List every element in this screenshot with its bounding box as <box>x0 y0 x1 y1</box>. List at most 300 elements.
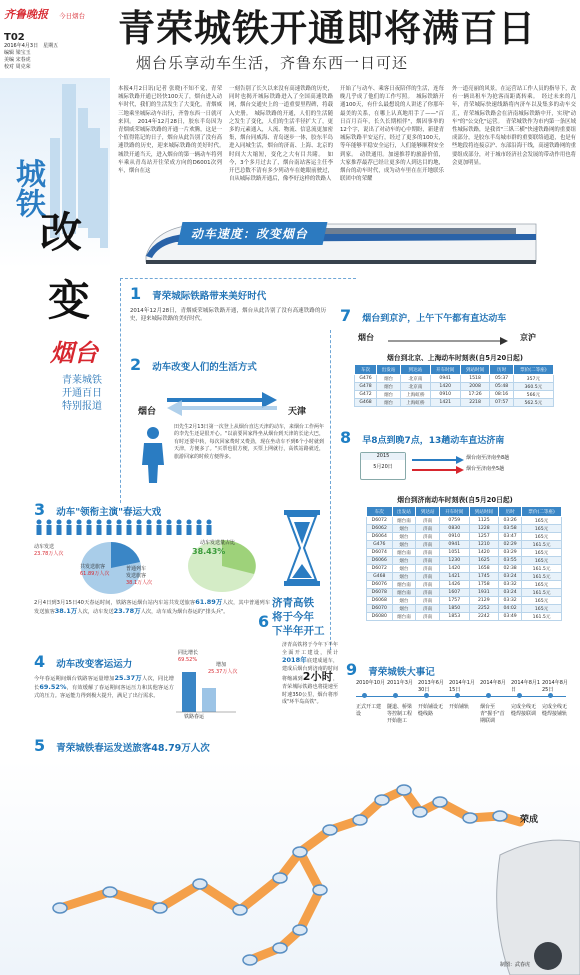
table-cell: 烟台 <box>392 597 416 605</box>
table-cell: 烟台 <box>392 557 416 565</box>
col-header: 出发站 <box>377 365 401 375</box>
calendar-year: 2015 <box>361 453 405 460</box>
timeline-dot <box>424 693 429 698</box>
table-cell: G468 <box>355 399 377 407</box>
col-header: 车次 <box>355 365 377 375</box>
s4-text-c: ，有效缓解了春运期间客运压力和其他客运方式的压力。客运能力得到极大提升，满足了出行需求。 <box>34 685 174 699</box>
table-cell: 烟台 <box>392 565 416 573</box>
table-cell: 1518 <box>460 375 490 383</box>
timeline-date: 2014年8月1日 <box>511 680 541 693</box>
table-cell: D6070 <box>367 605 393 613</box>
section-1-number: 1 <box>130 284 142 303</box>
table-cell: 1420 <box>430 383 460 391</box>
table-cell: 357元 <box>513 375 553 383</box>
timeline-dot <box>362 693 367 698</box>
table-cell: 1420 <box>469 549 499 557</box>
table-cell: 0759 <box>440 517 470 525</box>
person-icon-body <box>97 525 102 535</box>
table-cell: 2008 <box>460 383 490 391</box>
table-cell: 烟台 <box>392 573 416 581</box>
special-line-2: 开通百日 <box>62 388 102 399</box>
route-yantai-jinghu <box>352 330 552 350</box>
table-cell: 济南 <box>416 613 440 621</box>
s3-text-a: 2月4日到3月15日40天春运时间，铁路客运烟台站内车站共发送旅客 <box>34 600 196 606</box>
table-cell: 烟台南 <box>392 517 416 525</box>
table-cell: 北京南 <box>401 383 431 391</box>
s6-title-line-2: 将于今年 <box>272 611 314 623</box>
growth-tag-value: 69.52% <box>178 657 198 663</box>
table-cell: D6074 <box>367 549 393 557</box>
person-icon <box>207 520 212 525</box>
table-cell: 烟台 <box>377 391 401 399</box>
vertical-word-3: 变 <box>48 276 91 325</box>
s6-value-2: 2小时 <box>302 670 333 684</box>
s3-value-3: 23.78万 <box>113 607 141 615</box>
person-icon-body <box>87 525 92 535</box>
timeline-date: 2014年1月15日 <box>449 680 475 693</box>
table-cell: 03:24 <box>499 589 522 597</box>
person-icon <box>117 520 122 525</box>
table-cell: 1421 <box>440 573 470 581</box>
table-cell: 上海虹桥 <box>401 391 431 399</box>
table-cell: 1745 <box>469 573 499 581</box>
banner-label: 动车速度：改变烟台 <box>178 222 328 245</box>
people-row-illustration <box>34 518 214 536</box>
section-7-number: 7 <box>340 306 352 325</box>
vertical-word-2: 改 <box>40 208 83 257</box>
section-9 <box>346 660 566 679</box>
route-to: 天津 <box>288 407 307 417</box>
map-credit: 制图：武春虎 <box>500 962 531 968</box>
designer-credit: 美编 宋春虎 <box>4 57 31 63</box>
person-icon-body <box>37 525 42 535</box>
table-jinan <box>366 506 562 621</box>
route-yantai-tianjin <box>128 378 333 420</box>
share-label: 动车发送量占比 <box>200 540 236 546</box>
intro-col-2: 一刻告别了长久以来没有高速铁路的历史，同时也揭开城际铁路进入了全国高速铁路网，烟台交通史上的一道重要里程碑，将载入史册。 城际铁路的开通，人们的生活随之发生了变化，人们的生活半径扩大了，更多的元素通入，人流、物流、信息流更加密集，烟台同威海、青岛逐步一体，胶东半岛进入同城生活，烟台的济南、上海、北京的时间大大缩短，变化之大有目共睹。 如今，3个多月过去了，烟台南站客运主任李开巴总数不清有多少列动车在她眼前驶过，自从城际铁路开通后，像李好这样的铁路人 <box>229 86 333 183</box>
person-icon <box>77 520 82 525</box>
table-cell: 566元 <box>513 391 553 399</box>
table-cell: 165元 <box>522 605 562 613</box>
person-icon <box>87 520 92 525</box>
table-row <box>355 383 554 391</box>
person-icon-body <box>197 525 202 535</box>
table-7-title: 烟台到北京、上海动车时刻表(自5月20日起) <box>387 354 523 362</box>
table-cell: D6080 <box>367 613 393 621</box>
section-6-text <box>282 642 338 707</box>
person-icon-body <box>177 525 182 535</box>
newspaper-logo: 齐鲁晚报 <box>4 8 48 21</box>
route-7-to: 京沪 <box>520 333 536 342</box>
special-report-label <box>54 374 110 413</box>
section-3-title: 动车"领衔主演"春运大戏 <box>56 507 162 518</box>
section-4-title: 动车改变客运运力 <box>56 659 133 670</box>
table-cell: 烟台南 <box>392 581 416 589</box>
s3-value-2: 38.1万 <box>54 607 78 615</box>
route-7-from: 烟台 <box>358 333 374 342</box>
route-8-note-2: 烟台至济南坐5趟 <box>466 466 505 472</box>
table-cell: 03:55 <box>499 557 522 565</box>
section-3 <box>34 500 274 519</box>
table-cell: 2218 <box>460 399 490 407</box>
col-header: 到站时间 <box>469 507 499 517</box>
table-cell: D6072 <box>367 517 393 525</box>
s4-value-2: 69.52% <box>39 683 67 691</box>
person-icon-body <box>47 525 52 535</box>
passenger-icon <box>138 425 168 485</box>
section-3-number: 3 <box>34 500 46 519</box>
table-cell: 161.5元 <box>522 573 562 581</box>
person-icon-body <box>167 525 172 535</box>
table-cell: 1228 <box>469 525 499 533</box>
timeline-event: 完成全线无缝焊接联调 <box>511 704 537 717</box>
timeline-dot <box>393 693 398 698</box>
section-6-number: 6 <box>258 612 270 631</box>
table-cell: 济南 <box>416 605 440 613</box>
person-icon <box>177 520 182 525</box>
intro-col-4: 外一道亮丽的风景，在运营站工作人员的指导下，改有一辆出租车为抢客而距离转乘。 经过未来的几年，青荣城际快速线路将内济车以及集多的动车交汇，青荣城际铁路会在济南城际铁路中开，实现"动车"的"公交化"运营。 青荣城铁作为市内第一条区域性城际铁路，是我省"三纵三横"快速铁路网的重要组成部分，是胶东半岛城市群的重要联络通道，也是有些地段将连接京沪、东部沿海干线，高速铁路网的重要组成部分，对于城市经济社会发展的带动作用也将会更加明显。 <box>452 86 576 166</box>
route-from: 烟台 <box>138 407 157 417</box>
table-cell: 165元 <box>522 549 562 557</box>
table-cell: 济南 <box>416 533 440 541</box>
person-icon <box>157 520 162 525</box>
section-1-title: 青荣城际铁路带来美好时代 <box>152 291 267 302</box>
speed-banner <box>116 214 580 276</box>
table-row <box>367 613 562 621</box>
table-cell: 1658 <box>469 565 499 573</box>
table-row <box>367 565 562 573</box>
table-cell: 0941 <box>430 375 460 383</box>
share-value: 38.43% <box>192 547 226 556</box>
table-cell: 03:32 <box>499 597 522 605</box>
col-header: 票价(二等座) <box>522 507 562 517</box>
person-icon <box>127 520 132 525</box>
s3-text-b: 人次，其中普通列车发送旅客 <box>34 600 271 615</box>
section-8 <box>340 428 570 447</box>
rail-route-map <box>0 760 580 975</box>
table-cell: 0941 <box>440 541 470 549</box>
table-cell: 1625 <box>469 557 499 565</box>
timeline-event: 正式开工建设 <box>356 704 382 717</box>
person-icon-body <box>67 525 72 535</box>
person-icon <box>97 520 102 525</box>
vertical-word-1: 城铁 <box>10 158 45 218</box>
editor-credit: 编辑 梁宝玉 <box>4 50 31 56</box>
table-cell: 161.5元 <box>522 541 562 549</box>
section-2-number: 2 <box>130 355 142 374</box>
table-cell: 1853 <box>440 613 470 621</box>
section-5-title: 青荣城铁春运发送旅客48.79万人次 <box>56 743 210 754</box>
person-icon <box>57 520 62 525</box>
timeline-date: 2011年3月 <box>387 680 413 686</box>
table-cell: 165元 <box>522 517 562 525</box>
section-6-title <box>272 596 330 638</box>
table-row <box>355 375 554 383</box>
person-icon <box>147 520 152 525</box>
page-title: 青荣城铁开通即将满百日 <box>118 7 536 50</box>
pie-value-3: 38.1万人次 <box>126 580 153 586</box>
person-icon-body <box>107 525 112 535</box>
section-7 <box>340 306 570 325</box>
table-row <box>367 581 562 589</box>
table-cell: 161.5元 <box>522 589 562 597</box>
table-cell: 161.5元 <box>522 565 562 573</box>
section-3-text <box>34 598 270 616</box>
pie-value-1: 23.78万人次 <box>34 551 64 557</box>
table-cell: 烟台 <box>377 399 401 407</box>
col-header: 历时 <box>490 365 513 375</box>
person-icon <box>67 520 72 525</box>
table-cell: 02:38 <box>499 565 522 573</box>
section-1-text: 2014年12月28日，青烟威荣城际铁路开通，烟台从此告别了没有高速铁路的历史，迎来城际铁路的美好时代。 <box>130 308 326 323</box>
table-cell: D6062 <box>367 525 393 533</box>
s4-text-b: 人次，同比增长 <box>34 676 174 691</box>
table-cell: G468 <box>367 573 393 581</box>
capacity-bars <box>176 666 236 716</box>
s6-text-c: ，青荣城际铁路也将提速至时速350公里，烟台将形成"环半岛高铁"。 <box>282 676 338 706</box>
s6-text-b: 底建成通车，建成后烟台到济南的时间将缩减到 <box>282 658 338 683</box>
table-cell: 济南 <box>416 517 440 525</box>
timeline-event: 开始铺轨 <box>449 704 470 710</box>
hourglass-icon <box>282 508 322 588</box>
timeline-line-top <box>120 278 356 279</box>
table-cell: 165元 <box>522 525 562 533</box>
increase-tag-label: 增加 <box>216 662 227 668</box>
table-cell: 08:16 <box>490 391 513 399</box>
table-cell: 1931 <box>469 589 499 597</box>
section-name: 今日烟台 <box>59 12 86 20</box>
section-8-number: 8 <box>340 428 352 447</box>
table-cell: 17:26 <box>460 391 490 399</box>
table-cell: 05:48 <box>490 383 513 391</box>
s6-value-1: 2018年 <box>282 656 307 665</box>
table-row <box>367 605 562 613</box>
table-cell: 1125 <box>469 517 499 525</box>
table-cell: 1607 <box>440 589 470 597</box>
table-cell: D6076 <box>367 581 393 589</box>
route-8-arrows <box>412 452 464 478</box>
table-cell: 北京南 <box>401 375 431 383</box>
person-icon <box>137 520 142 525</box>
table-cell: 1758 <box>469 581 499 589</box>
table-cell: 03:29 <box>499 549 522 557</box>
table-cell: G472 <box>355 391 377 399</box>
vertical-title <box>0 78 110 418</box>
section-5 <box>34 736 334 755</box>
timeline-event: 烟台至青"握手"首期联调 <box>480 704 505 724</box>
table-row <box>355 391 554 399</box>
table-cell: 165元 <box>522 581 562 589</box>
masthead <box>4 3 114 73</box>
table-cell: D6072 <box>367 565 393 573</box>
timeline-date: 2013年6月30日 <box>418 680 444 693</box>
table-cell: 1757 <box>440 597 470 605</box>
s3-value-1: 61.89万 <box>195 598 223 606</box>
table-cell: 0830 <box>440 525 470 533</box>
person-icon <box>37 520 42 525</box>
table-cell: 济南 <box>416 589 440 597</box>
table-row <box>367 517 562 525</box>
table-cell: D6068 <box>367 597 393 605</box>
col-header: 出发站 <box>392 507 416 517</box>
pie-value-2: 61.89万人次 <box>80 571 110 577</box>
table-cell: 03:58 <box>499 525 522 533</box>
section-4 <box>34 652 274 671</box>
table-cell: 03:26 <box>499 517 522 525</box>
person-icon <box>107 520 112 525</box>
person-icon-body <box>77 525 82 535</box>
table-cell: 济南 <box>416 549 440 557</box>
timeline-dot <box>548 693 553 698</box>
section-4-number: 4 <box>34 652 46 671</box>
table-cell: 烟台南 <box>392 613 416 621</box>
timeline-event: 完成全线无缝焊接铺轨 <box>542 704 568 717</box>
table-cell: 1426 <box>440 581 470 589</box>
table-cell: 烟台 <box>392 541 416 549</box>
table-cell: 165元 <box>522 597 562 605</box>
issue-date: 2016年4月3日 星期五 <box>4 43 59 49</box>
s6-text-a: 济青高铁将于今年下半年全面开工建设，预计 <box>282 642 338 656</box>
section-4-text <box>34 674 174 700</box>
capacity-bars-label: 铁路春运 <box>184 714 205 720</box>
s6-title-line-3: 下半年开工 <box>272 625 325 637</box>
section-1 <box>130 284 330 323</box>
table-cell: 济南 <box>416 525 440 533</box>
table-cell: 562.5元 <box>513 399 553 407</box>
section-9-number: 9 <box>346 660 358 679</box>
person-icon <box>187 520 192 525</box>
table-cell: 2252 <box>469 605 499 613</box>
table-row <box>367 573 562 581</box>
table-cell: 165元 <box>522 557 562 565</box>
table-cell: 2129 <box>469 597 499 605</box>
vertical-word-4: 烟台 <box>50 339 98 367</box>
person-icon-body <box>117 525 122 535</box>
table-cell: 2242 <box>469 613 499 621</box>
table-cell: 03:32 <box>499 581 522 589</box>
table-cell: 0910 <box>440 533 470 541</box>
section-8-title: 早8点到晚7点，13趟动车直达济南 <box>362 436 505 446</box>
col-header: 车次 <box>367 507 393 517</box>
table-beijing-shanghai <box>354 364 554 407</box>
s4-value-1: 25.37万 <box>114 674 142 682</box>
table-cell: 0910 <box>430 391 460 399</box>
table-cell: 1210 <box>469 541 499 549</box>
calendar-icon <box>360 452 406 480</box>
route-7-arrow <box>388 336 508 346</box>
table-cell: 烟台南 <box>392 549 416 557</box>
table-cell: 03:47 <box>499 533 522 541</box>
table-cell: 1421 <box>430 399 460 407</box>
table-cell: 1051 <box>440 549 470 557</box>
page-subtitle: 烟台乐享动车生活，齐鲁东西一日可还 <box>136 54 409 72</box>
table-row <box>367 533 562 541</box>
table-row <box>367 557 562 565</box>
table-cell: 165元 <box>522 533 562 541</box>
table-row <box>367 597 562 605</box>
person-icon-body <box>157 525 162 535</box>
section-9-title: 青荣城铁大事记 <box>368 667 435 678</box>
s4-text-a: 今年春运期间烟台铁路客运量增加 <box>34 676 115 682</box>
table-cell: G476 <box>367 541 393 549</box>
timeline-date: 2010年10月 <box>356 680 386 686</box>
table-cell: 02:29 <box>499 541 522 549</box>
s3-text-d: 人次，动车成为烟台春运的"排头兵"。 <box>140 609 229 615</box>
timeline-dot <box>517 693 522 698</box>
table-cell: 济南 <box>416 573 440 581</box>
col-header: 到站时间 <box>460 365 490 375</box>
table-cell: 07:57 <box>490 399 513 407</box>
table-cell: 烟台 <box>392 533 416 541</box>
col-header: 开车时间 <box>430 365 460 375</box>
route-8-note-1: 烟台南至济南坐8趟 <box>466 455 510 461</box>
person-icon-body <box>137 525 142 535</box>
table-cell: D6066 <box>367 557 393 565</box>
pie-label-2: 共发送旅客 <box>80 564 106 570</box>
table-cell: 1257 <box>469 533 499 541</box>
table-cell: 济南 <box>416 541 440 549</box>
col-header: 到达站 <box>416 507 440 517</box>
table-cell: 烟台 <box>377 375 401 383</box>
growth-tag-label: 同比增长 <box>178 650 199 656</box>
table-cell: 1850 <box>440 605 470 613</box>
person-icon <box>167 520 172 525</box>
route-arrows <box>162 386 282 416</box>
timeline-dot <box>486 693 491 698</box>
person-icon-body <box>207 525 212 535</box>
pie-label-1: 动车发送 <box>34 544 55 550</box>
headline <box>118 8 578 73</box>
calendar-date: 5月20日 <box>373 464 393 470</box>
table-cell: 烟台南 <box>392 589 416 597</box>
table-cell: 161.5元 <box>522 613 562 621</box>
person-icon <box>47 520 52 525</box>
section-7-title: 烟台到京沪，上午下午都有直达动车 <box>362 314 507 324</box>
table-cell: 济南 <box>416 597 440 605</box>
person-icon-body <box>57 525 62 535</box>
table-cell: 03:24 <box>499 573 522 581</box>
s3-text-c: 人次，动车发送 <box>77 609 114 615</box>
table-cell: 1420 <box>440 565 470 573</box>
pie-label-4: 发送旅客 <box>126 573 147 579</box>
col-header: 开车时间 <box>440 507 470 517</box>
special-line-3: 特别报道 <box>62 401 102 412</box>
col-header: 历时 <box>499 507 522 517</box>
table-cell: 烟台 <box>392 605 416 613</box>
table-cell: G476 <box>355 375 377 383</box>
person-icon-body <box>187 525 192 535</box>
person-icon-body <box>147 525 152 535</box>
table-cell: D6078 <box>367 589 393 597</box>
person-icon <box>197 520 202 525</box>
table-cell: 上海虹桥 <box>401 399 431 407</box>
page-number: T02 <box>4 32 25 43</box>
table-cell: 烟台 <box>392 525 416 533</box>
col-header: 票价(二等座) <box>513 365 553 375</box>
table-cell: 1230 <box>440 557 470 565</box>
increase-tag-value: 25.37万人次 <box>208 669 238 675</box>
timeline-line-left <box>120 278 121 503</box>
table-row <box>367 525 562 533</box>
table-cell: G478 <box>355 383 377 391</box>
section-5-number: 5 <box>34 736 46 755</box>
table-row <box>355 399 554 407</box>
table-cell: 济南 <box>416 565 440 573</box>
timeline-events <box>356 680 576 760</box>
intro-col-1: 本报4月2日讯(记者 张晓)不知不觉，青荣城际铁路开通已经快100天了，烟台进入动车时代，我们的生活发生了大变化，青烟威三地乘坐城际动车出行，齐鲁东西一日就可来回。 2014年12月28日，胶东半岛因为青烟威荣城际铁路的开通一片欢腾，这是一个值得铭记的日子，烟台从此告别了没有高速铁路的历史，迎来城际铁路的美好时代。 城铁开通当天，进入烟台的第一辆动车将列车乘从青岛站开往荣成方向的D6001次列车，烟台在这 <box>118 86 228 175</box>
table-row <box>367 589 562 597</box>
pie-label-3: 普通列车 <box>126 566 147 572</box>
